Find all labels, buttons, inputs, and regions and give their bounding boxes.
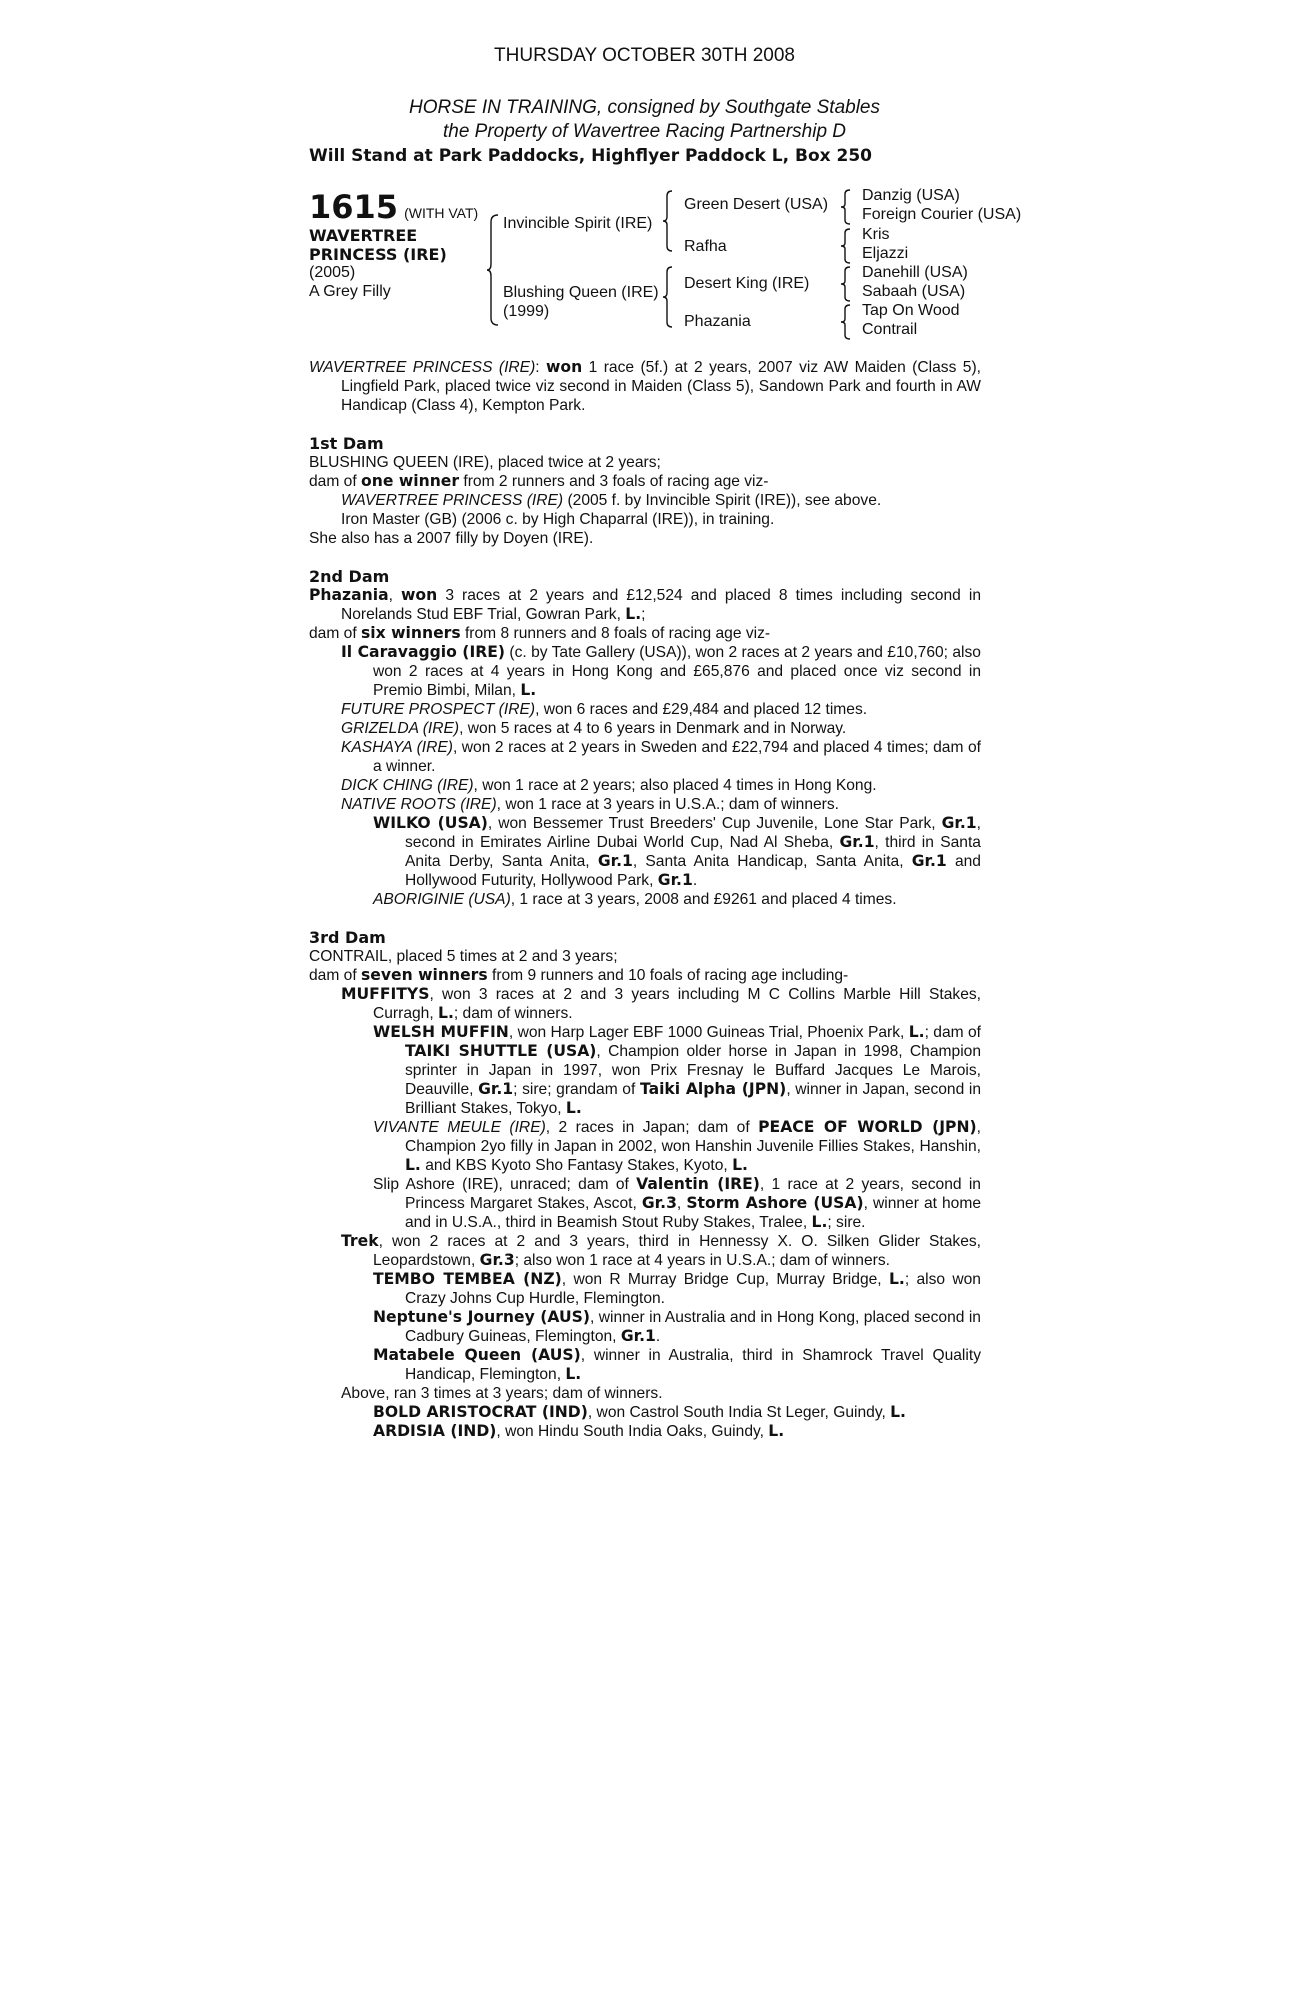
second-dam-produce: dam of six winners from 8 runners and 8 foals of racing age viz-	[309, 624, 771, 642]
stand-location: Will Stand at Park Paddocks, Highflyer Paddock L, Box 250	[309, 146, 873, 166]
pedigree-sire-dam: Rafha	[684, 238, 727, 255]
grand-produce-entry: ARDISIA (IND), won Hindu South India Oaks, Guindy, L.	[373, 1422, 785, 1440]
pedigree-sds: Kris	[862, 226, 890, 243]
pedigree-brace-ds	[840, 266, 852, 302]
pedigree-dam-year: (1999)	[503, 303, 550, 320]
produce-note: Above, ran 3 times at 3 years; dam of winners.	[341, 1385, 663, 1402]
pedigree-ssd: Foreign Courier (USA)	[862, 206, 1022, 223]
grand-produce-entry: BOLD ARISTOCRAT (IND), won Castrol South India St Leger, Guindy, L.	[373, 1403, 906, 1421]
produce-note: She also has a 2007 filly by Doyen (IRE).	[309, 530, 594, 547]
pedigree-brace-dam	[662, 266, 674, 328]
consignor-line: HORSE IN TRAINING, consigned by Southgate Stables	[409, 97, 880, 118]
foaling-year: (2005)	[309, 264, 356, 281]
pedigree-dam-dam: Phazania	[684, 313, 751, 330]
pedigree-dam: Blushing Queen (IRE)	[503, 284, 659, 301]
produce-entry: DICK CHING (IRE), won 1 race at 2 years; also placed 4 times in Hong Kong.	[341, 777, 877, 794]
grand-produce-entry: Slip Ashore (IRE), unraced; dam of Valentin (IRE), 1 race at 2 years, second in Princess Margaret Stakes, Ascot, Gr.3, Storm Ashore (USA), winner at home and in U.S.A., third in Beamish Stout Ruby Stakes, Tralee, L.; sire.	[373, 1175, 982, 1231]
first-dam-produce: dam of one winner from 2 runners and 3 foals of racing age viz-	[309, 472, 769, 490]
lot-header	[309, 188, 478, 226]
produce-entry: FUTURE PROSPECT (IRE), won 6 races and £29,484 and placed 12 times.	[341, 701, 868, 718]
grand-produce-entry: TEMBO TEMBEA (NZ), won R Murray Bridge Cup, Murray Bridge, L.; also won Crazy Johns Cup Hurdle, Flemington.	[373, 1270, 981, 1307]
race-record: WAVERTREE PRINCESS (IRE): won 1 race (5f.) at 2 years, 2007 viz AW Maiden (Class 5), Lingfield Park, placed twice viz second in Maiden (Class 5), Sandown Park and fourth in AW Handicap (Class 4), Kempton Park.	[309, 358, 981, 414]
property-line: the Property of Wavertree Racing Partnership D	[442, 121, 847, 142]
produce-entry: Il Caravaggio (IRE) (c. by Tate Gallery (USA)), won 2 races at 2 years and £10,760; also won 2 races at 4 years in Hong Kong and £65,876 and placed once viz second in Premio Bimbi, Milan, L.	[341, 643, 981, 699]
horse-name-line2: PRINCESS (IRE)	[309, 245, 447, 264]
pedigree-dds: Tap On Wood	[862, 302, 960, 319]
pedigree-brace-gen1	[486, 214, 500, 326]
produce-entry: GRIZELDA (IRE), won 5 races at 4 to 6 years in Denmark and in Norway.	[341, 720, 847, 737]
grand-produce-entry: WELSH MUFFIN, won Harp Lager EBF 1000 Guineas Trial, Phoenix Park, L.; dam of TAIKI SHUTTLE (USA), Champion older horse in Japan in 1998, Champion sprinter in Japan in 1997, won Prix Fresnay le Buffard Jacques Le Marois, Deauville, Gr.1; sire; grandam of Taiki Alpha (JPN), winner in Japan, second in Brilliant Stakes, Tokyo, L.	[373, 1023, 982, 1117]
produce-entry: WAVERTREE PRINCESS (IRE) (2005 f. by Invincible Spirit (IRE)), see above.	[341, 492, 882, 509]
lot-number: 1615	[309, 188, 399, 226]
third-dam-heading: 3rd Dam	[309, 928, 386, 947]
grand-produce-entry: VIVANTE MEULE (IRE), 2 races in Japan; dam of PEACE OF WORLD (JPN), Champion 2yo filly in Japan in 2002, won Hanshin Juvenile Fillies Stakes, Hanshin, L. and KBS Kyoto Sho Fantasy Stakes, Kyoto, L.	[373, 1118, 982, 1174]
third-dam-produce: dam of seven winners from 9 runners and 10 foals of racing age including-	[309, 966, 849, 984]
pedigree-sire: Invincible Spirit (IRE)	[503, 215, 653, 232]
pedigree-dam-sire: Desert King (IRE)	[684, 275, 810, 292]
catalogue-body	[309, 358, 981, 1441]
grand-produce-entry: Matabele Queen (AUS), winner in Australia, third in Shamrock Travel Quality Handicap, Flemington, L.	[373, 1346, 981, 1383]
pedigree-brace-dd	[840, 304, 852, 340]
grand-produce-entry: ABORIGINIE (USA), 1 race at 3 years, 2008 and £9261 and placed 4 times.	[373, 891, 897, 908]
pedigree-ddd: Contrail	[862, 321, 918, 338]
first-dam-heading: 1st Dam	[309, 434, 384, 453]
horse-description: A Grey Filly	[309, 283, 391, 300]
pedigree-brace-sire	[662, 190, 674, 252]
second-dam-name: Phazania, won 3 races at 2 years and £12,524 and placed 8 times including second in Norelands Stud EBF Trial, Gowran Park, L.;	[309, 586, 981, 623]
produce-entry: KASHAYA (IRE), won 2 races at 2 years in Sweden and £22,794 and placed 4 times; dam of a winner.	[341, 739, 981, 775]
grand-produce-entry: WILKO (USA), won Bessemer Trust Breeders' Cup Juvenile, Lone Star Park, Gr.1, second in Emirates Airline Dubai World Cup, Nad Al Sheba, Gr.1, third in Santa Anita Derby, Santa Anita, Gr.1, Santa Anita Handicap, Santa Anita, Gr.1 and Hollywood Futurity, Hollywood Park, Gr.1.	[373, 814, 981, 889]
vat-note: (WITH VAT)	[404, 205, 479, 221]
pedigree-brace-sd	[840, 228, 852, 264]
produce-entry: NATIVE ROOTS (IRE), won 1 race at 3 years in U.S.A.; dam of winners.	[341, 796, 840, 813]
pedigree-sdd: Eljazzi	[862, 245, 909, 262]
third-dam-name: CONTRAIL, placed 5 times at 2 and 3 years;	[309, 948, 618, 965]
pedigree-dsd: Sabaah (USA)	[862, 283, 966, 300]
second-dam-heading: 2nd Dam	[309, 567, 390, 586]
produce-entry: Trek, won 2 races at 2 and 3 years, third in Hennessy X. O. Silken Glider Stakes, Leopardstown, Gr.3; also won 1 race at 4 years in U.S.A.; dam of winners.	[341, 1232, 981, 1269]
first-dam-name: BLUSHING QUEEN (IRE), placed twice at 2 years;	[309, 454, 661, 471]
grand-produce-entry: Neptune's Journey (AUS), winner in Australia and in Hong Kong, placed second in Cadbury Guineas, Flemington, Gr.1.	[373, 1308, 981, 1345]
pedigree-sss: Danzig (USA)	[862, 187, 960, 204]
produce-entry: Iron Master (GB) (2006 c. by High Chaparral (IRE)), in training.	[341, 511, 775, 528]
pedigree-dss: Danehill (USA)	[862, 264, 968, 281]
horse-name-line1: WAVERTREE	[309, 226, 418, 245]
sale-date: THURSDAY OCTOBER 30TH 2008	[494, 45, 795, 66]
produce-entry: MUFFITYS, won 3 races at 2 and 3 years including M C Collins Marble Hill Stakes, Curragh, L.; dam of winners.	[341, 985, 981, 1022]
pedigree-brace-ss	[840, 189, 852, 225]
pedigree-sire-sire: Green Desert (USA)	[684, 196, 829, 213]
